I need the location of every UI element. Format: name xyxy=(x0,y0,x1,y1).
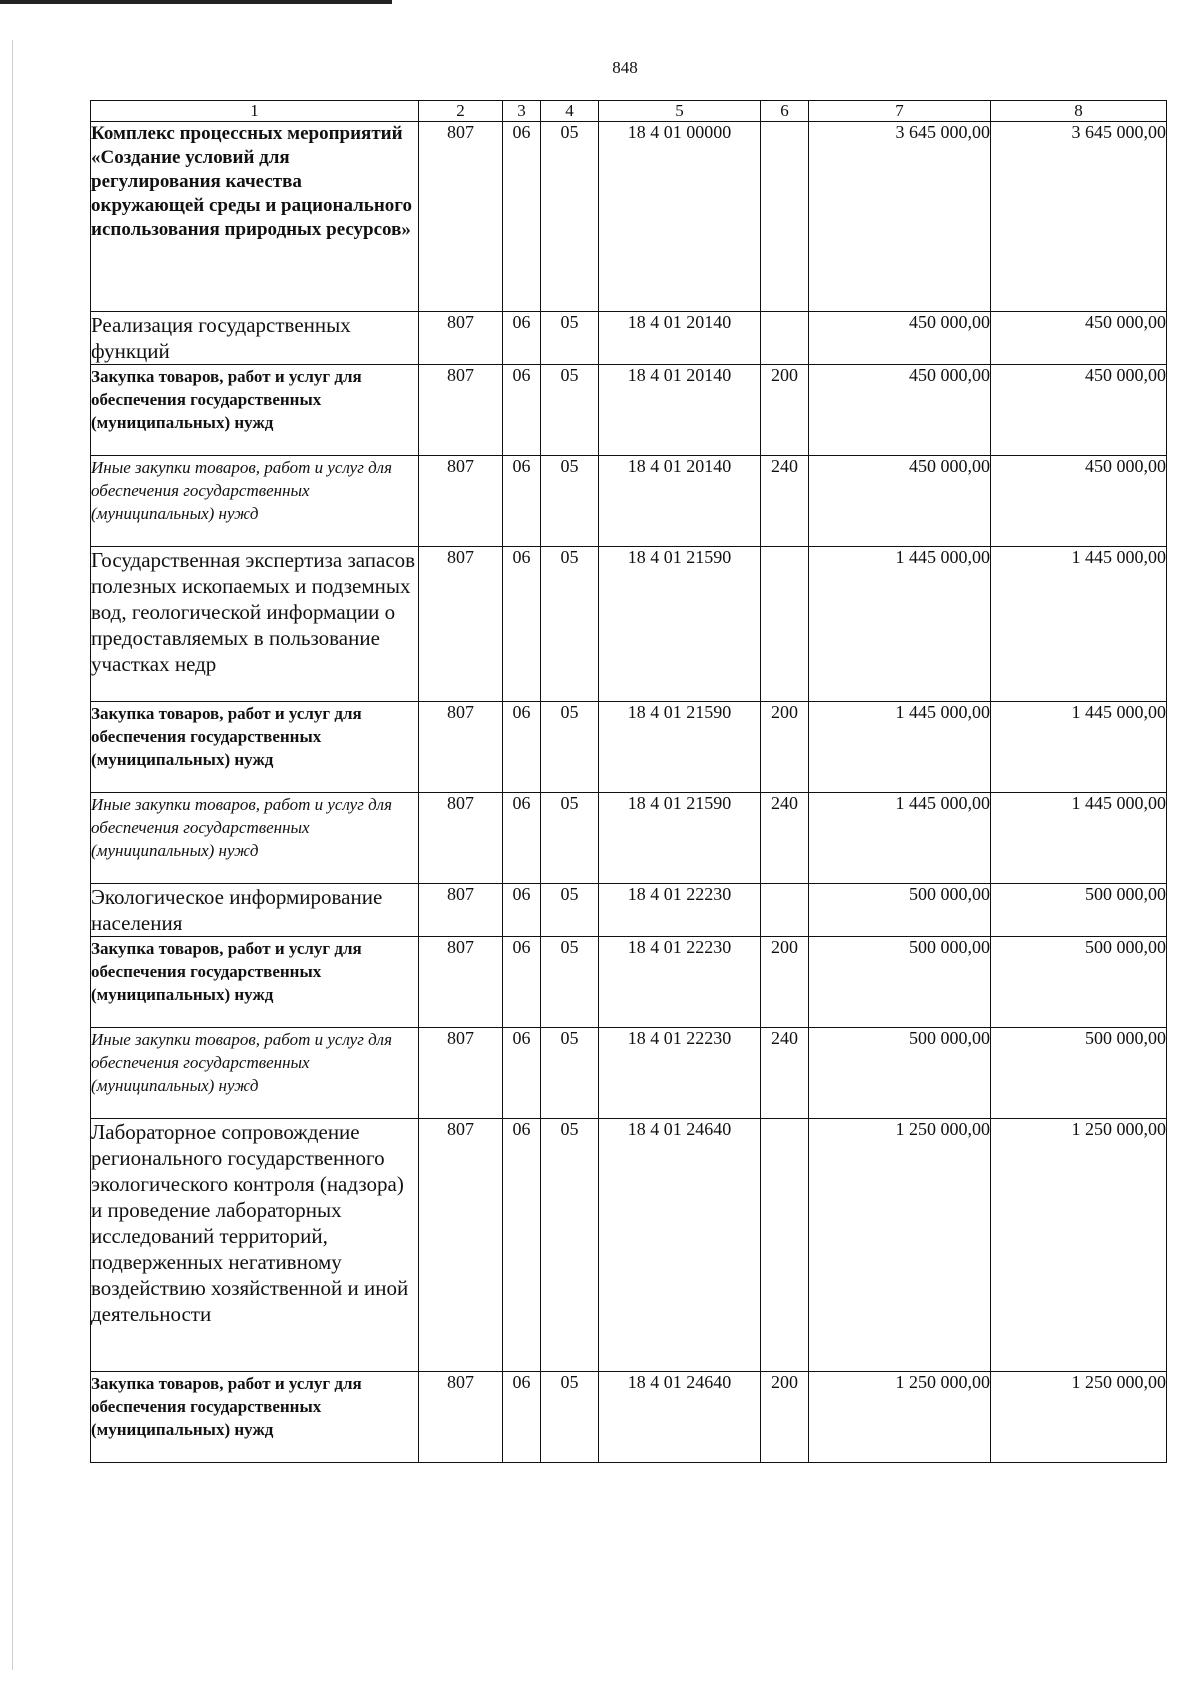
cell-subsection: 05 xyxy=(541,312,599,365)
cell-amount-col7: 1 250 000,00 xyxy=(809,1119,991,1372)
cell-subsection: 05 xyxy=(541,456,599,547)
table-header-row xyxy=(91,101,1167,122)
row-name: Закупка товаров, работ и услуг для обеспечения государственных (муниципальных) нужд xyxy=(91,1372,419,1463)
cell-amount-col8: 1 445 000,00 xyxy=(991,702,1167,793)
cell-ministry-code: 807 xyxy=(419,1372,503,1463)
cell-expense-type xyxy=(761,547,809,702)
header-cell: 8 xyxy=(991,101,1167,122)
cell-section: 06 xyxy=(503,122,541,312)
cell-section: 06 xyxy=(503,793,541,884)
header-cell: 1 xyxy=(91,101,419,122)
budget-table xyxy=(90,100,1167,1463)
cell-subsection: 05 xyxy=(541,702,599,793)
cell-target-article: 18 4 01 21590 xyxy=(599,547,761,702)
table-row xyxy=(91,884,1167,937)
cell-section: 06 xyxy=(503,456,541,547)
cell-subsection: 05 xyxy=(541,122,599,312)
cell-subsection: 05 xyxy=(541,365,599,456)
table-row xyxy=(91,1028,1167,1119)
cell-target-article: 18 4 01 22230 xyxy=(599,884,761,937)
cell-amount-col8: 500 000,00 xyxy=(991,1028,1167,1119)
table-row xyxy=(91,702,1167,793)
scan-left-edge xyxy=(12,40,13,1670)
cell-ministry-code: 807 xyxy=(419,884,503,937)
row-name: Иные закупки товаров, работ и услуг для обеспечения государственных (муниципальных) нужд xyxy=(91,793,419,884)
cell-subsection: 05 xyxy=(541,884,599,937)
cell-target-article: 18 4 01 20140 xyxy=(599,365,761,456)
cell-target-article: 18 4 01 20140 xyxy=(599,456,761,547)
row-name: Экологическое информирование населения xyxy=(91,884,419,937)
cell-subsection: 05 xyxy=(541,1119,599,1372)
cell-ministry-code: 807 xyxy=(419,122,503,312)
cell-expense-type: 200 xyxy=(761,937,809,1028)
cell-section: 06 xyxy=(503,1372,541,1463)
cell-expense-type xyxy=(761,884,809,937)
cell-amount-col8: 500 000,00 xyxy=(991,884,1167,937)
cell-ministry-code: 807 xyxy=(419,702,503,793)
cell-expense-type: 200 xyxy=(761,365,809,456)
cell-target-article: 18 4 01 22230 xyxy=(599,937,761,1028)
table-row xyxy=(91,456,1167,547)
table-row xyxy=(91,365,1167,456)
table-row xyxy=(91,937,1167,1028)
cell-subsection: 05 xyxy=(541,547,599,702)
cell-ministry-code: 807 xyxy=(419,456,503,547)
cell-target-article: 18 4 01 24640 xyxy=(599,1119,761,1372)
cell-amount-col8: 1 445 000,00 xyxy=(991,793,1167,884)
row-name: Государственная экспертиза запасов полезных ископаемых и подземных вод, геологической информации о предоставляемых в пользование участках недр xyxy=(91,547,419,702)
cell-subsection: 05 xyxy=(541,1028,599,1119)
cell-section: 06 xyxy=(503,1028,541,1119)
cell-target-article: 18 4 01 21590 xyxy=(599,702,761,793)
cell-amount-col7: 500 000,00 xyxy=(809,1028,991,1119)
cell-amount-col8: 450 000,00 xyxy=(991,365,1167,456)
cell-section: 06 xyxy=(503,884,541,937)
cell-amount-col7: 450 000,00 xyxy=(809,456,991,547)
cell-expense-type: 240 xyxy=(761,793,809,884)
table-row xyxy=(91,547,1167,702)
cell-expense-type: 200 xyxy=(761,702,809,793)
cell-amount-col8: 450 000,00 xyxy=(991,312,1167,365)
cell-ministry-code: 807 xyxy=(419,1119,503,1372)
cell-target-article: 18 4 01 21590 xyxy=(599,793,761,884)
cell-section: 06 xyxy=(503,937,541,1028)
cell-target-article: 18 4 01 00000 xyxy=(599,122,761,312)
header-cell: 5 xyxy=(599,101,761,122)
cell-ministry-code: 807 xyxy=(419,793,503,884)
cell-amount-col7: 1 250 000,00 xyxy=(809,1372,991,1463)
page-number: 848 xyxy=(612,58,638,77)
cell-expense-type xyxy=(761,1119,809,1372)
cell-amount-col8: 450 000,00 xyxy=(991,456,1167,547)
cell-target-article: 18 4 01 20140 xyxy=(599,312,761,365)
header-cell: 6 xyxy=(761,101,809,122)
cell-target-article: 18 4 01 24640 xyxy=(599,1372,761,1463)
header-cell: 4 xyxy=(541,101,599,122)
row-name: Закупка товаров, работ и услуг для обеспечения государственных (муниципальных) нужд xyxy=(91,937,419,1028)
cell-amount-col8: 1 445 000,00 xyxy=(991,547,1167,702)
cell-section: 06 xyxy=(503,547,541,702)
cell-amount-col8: 3 645 000,00 xyxy=(991,122,1167,312)
header-cell: 7 xyxy=(809,101,991,122)
cell-amount-col7: 3 645 000,00 xyxy=(809,122,991,312)
cell-ministry-code: 807 xyxy=(419,547,503,702)
cell-section: 06 xyxy=(503,1119,541,1372)
row-name: Лабораторное сопровождение регионального государственного экологического контроля (надзора) и проведение лабораторных исследований территорий, подверженных негативному воздействию хозяйственной и иной деятельности xyxy=(91,1119,419,1372)
table-row xyxy=(91,1372,1167,1463)
cell-amount-col7: 1 445 000,00 xyxy=(809,702,991,793)
cell-amount-col7: 450 000,00 xyxy=(809,312,991,365)
row-name: Закупка товаров, работ и услуг для обеспечения государственных (муниципальных) нужд xyxy=(91,702,419,793)
cell-amount-col8: 500 000,00 xyxy=(991,937,1167,1028)
cell-ministry-code: 807 xyxy=(419,312,503,365)
header-cell: 2 xyxy=(419,101,503,122)
row-name: Реализация государственных функций xyxy=(91,312,419,365)
cell-target-article: 18 4 01 22230 xyxy=(599,1028,761,1119)
cell-amount-col7: 500 000,00 xyxy=(809,884,991,937)
table-row xyxy=(91,793,1167,884)
table-row xyxy=(91,312,1167,365)
cell-amount-col7: 1 445 000,00 xyxy=(809,793,991,884)
table-row xyxy=(91,122,1167,312)
cell-section: 06 xyxy=(503,365,541,456)
cell-section: 06 xyxy=(503,312,541,365)
cell-expense-type: 240 xyxy=(761,1028,809,1119)
cell-subsection: 05 xyxy=(541,937,599,1028)
row-name: Комплекс процессных мероприятий «Создание условий для регулирования качества окружающей среды и рационального использования природных ресурсов» xyxy=(91,122,419,312)
row-name: Иные закупки товаров, работ и услуг для обеспечения государственных (муниципальных) нужд xyxy=(91,1028,419,1119)
cell-ministry-code: 807 xyxy=(419,937,503,1028)
cell-subsection: 05 xyxy=(541,1372,599,1463)
cell-amount-col7: 1 445 000,00 xyxy=(809,547,991,702)
cell-ministry-code: 807 xyxy=(419,1028,503,1119)
row-name: Иные закупки товаров, работ и услуг для обеспечения государственных (муниципальных) нужд xyxy=(91,456,419,547)
table-row xyxy=(91,1119,1167,1372)
cell-expense-type: 240 xyxy=(761,456,809,547)
cell-amount-col7: 500 000,00 xyxy=(809,937,991,1028)
cell-section: 06 xyxy=(503,702,541,793)
scan-top-border xyxy=(0,0,392,4)
cell-amount-col7: 450 000,00 xyxy=(809,365,991,456)
cell-expense-type: 200 xyxy=(761,1372,809,1463)
cell-subsection: 05 xyxy=(541,793,599,884)
header-cell: 3 xyxy=(503,101,541,122)
cell-ministry-code: 807 xyxy=(419,365,503,456)
cell-amount-col8: 1 250 000,00 xyxy=(991,1119,1167,1372)
cell-expense-type xyxy=(761,122,809,312)
row-name: Закупка товаров, работ и услуг для обеспечения государственных (муниципальных) нужд xyxy=(91,365,419,456)
cell-amount-col8: 1 250 000,00 xyxy=(991,1372,1167,1463)
cell-expense-type xyxy=(761,312,809,365)
